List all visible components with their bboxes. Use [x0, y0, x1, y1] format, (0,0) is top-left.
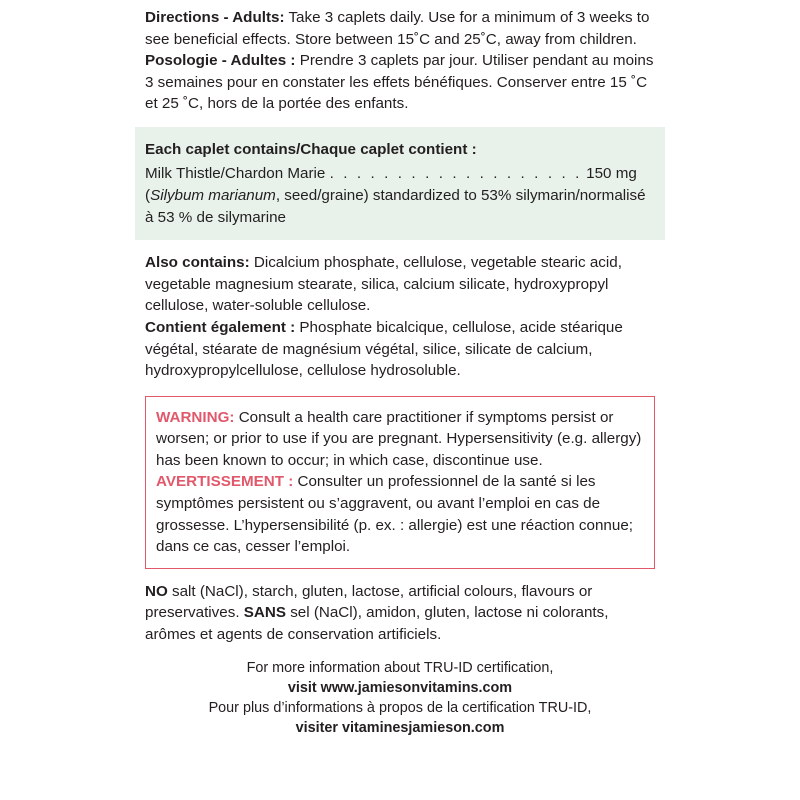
also-contains-french-label: Contient également :	[145, 318, 296, 336]
footer-line-4: visiter vitaminesjamieson.com	[295, 720, 505, 737]
medicinal-ingredient-amount: 150 mg	[586, 165, 637, 183]
directions-french-text: Prendre 3 caplets par jour. Utiliser pendant au moins 3 semaines pour en constater les effets bénéfiques. Conserver entre 15 ˚C et 25 ˚C, hors de la portée des enfants.	[145, 52, 654, 113]
warning-english-label: WARNING:	[156, 408, 235, 426]
also-contains-french-text: Phosphate bicalcique, cellulose, acide stéarique végétal, stéarate de magnésium végétal, silice, silicate de calcium, hydroxypropylcellulose, cellulose hydrosoluble.	[145, 318, 623, 380]
free-from-text	[145, 581, 655, 646]
directions-english-text: Take 3 caplets daily. Use for a minimum of 3 weeks to see beneficial effects. Store between 15˚C and 25˚C, away from children.	[145, 9, 650, 48]
free-from-french-label: SANS	[243, 604, 286, 622]
warning-english-text: Consult a health care practitioner if symptoms persist or worsen; or prior to use if you are pregnant. Hypersensitivity (e.g. allergy) has been known to occur; in which case, discontinue use.	[156, 408, 642, 469]
medicinal-ingredient-row	[145, 163, 655, 185]
free-from-french-text: sel (NaCl), amidon, gluten, lactose ni colorants, arômes et agents de conservation artificiels.	[145, 604, 609, 643]
medicinal-ingredient-detail: (Silybum marianum, seed/graine) standardized to 53% silymarin/normalisé à 53 % de silymarine	[145, 187, 646, 226]
footer-section	[145, 659, 655, 739]
medicinal-latin-name: Silybum marianum	[150, 187, 276, 205]
footer-line-3: Pour plus d’informations à propos de la certification TRU-ID,	[208, 700, 592, 717]
free-from-english-text: salt (NaCl), starch, gluten, lactose, artificial colours, flavours or preservatives.	[145, 582, 593, 622]
footer-line-2: visit www.jamiesonvitamins.com	[287, 680, 513, 697]
free-from-section	[145, 581, 655, 646]
directions-english-label: Directions - Adults:	[145, 9, 285, 26]
medicinal-heading: Each caplet contains/Chaque caplet contient :	[145, 140, 477, 158]
footer-line-1: For more information about TRU-ID certification,	[246, 660, 554, 677]
warning-french-label: AVERTISSEMENT :	[156, 473, 294, 491]
warning-english	[156, 407, 644, 472]
directions-french	[145, 50, 655, 115]
directions-english	[145, 7, 655, 50]
also-contains-english-label: Also contains:	[145, 254, 250, 272]
also-contains-english	[145, 252, 655, 317]
warning-box	[145, 396, 655, 569]
medicinal-ingredient-name: Milk Thistle/Chardon Marie	[145, 165, 326, 183]
warning-french	[156, 471, 644, 557]
free-from-english-label: NO	[145, 582, 168, 600]
warning-french-text: Consulter un professionnel de la santé si les symptômes persistent ou s’aggravent, ou avant l’emploi en cas de grossesse. L’hypersensibilité (p. ex. : allergie) est une réaction connue; dans ce cas, cesser l’emploi.	[156, 473, 633, 556]
directions-french-label: Posologie - Adultes :	[145, 52, 296, 70]
also-contains-french	[145, 317, 655, 382]
also-contains-section	[145, 252, 655, 381]
medicinal-leader-dots: . . . . . . . . . . . . . . . . . . .	[329, 165, 582, 183]
also-contains-english-text: Dicalcium phosphate, cellulose, vegetable stearic acid, vegetable magnesium stearate, silica, calcium silicate, hydroxypropyl cellulose, water-soluble cellulose.	[145, 254, 622, 315]
medicinal-detail-text: , seed/graine) standardized to 53% silymarin/normalisé à 53 % de silymarine	[145, 187, 646, 226]
directions-section	[145, 0, 655, 115]
medicinal-ingredients-panel	[135, 127, 665, 240]
